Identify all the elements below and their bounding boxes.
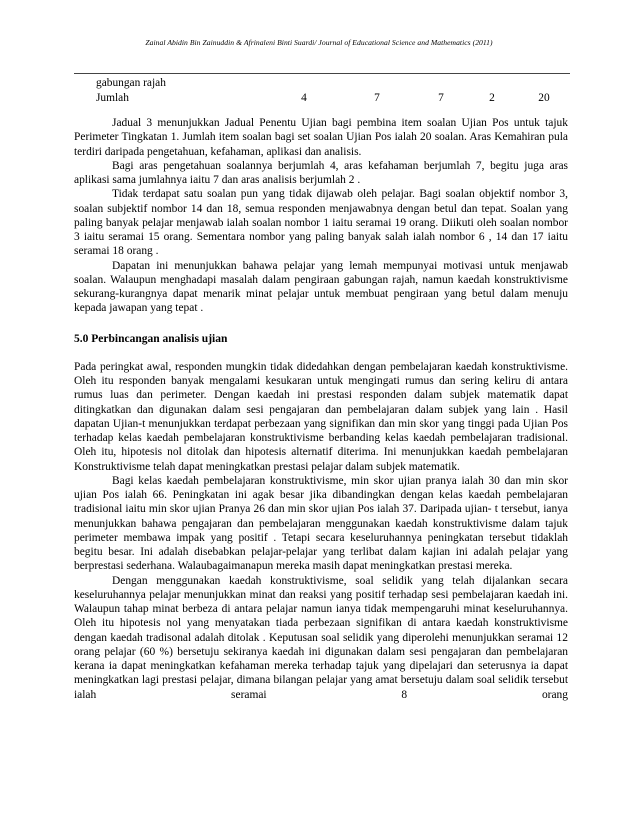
section-heading: 5.0 Perbincangan analisis ujian — [74, 332, 228, 345]
paragraph: Dapatan ini menunjukkan bahawa pelajar yang lemah mempunyai motivasi untuk menjawab soalan. Walaupun menghadapi masalah dalam pengiraan gabungan rajah, namun kaedah konstruktivisme sekurang-kurangnya dapat menarik minat pelajar untuk membuat pengiraan yang betul dalam menuju kepada jawapan yang tepat . — [74, 259, 568, 315]
total-label: Jumlah — [96, 92, 129, 104]
table-total-row — [74, 91, 574, 106]
running-header: Zainal Abidin Bin Zainuddin & Afrinaleni Binti Suardi/ Journal of Educational Science and Mathematics (2011) — [145, 38, 493, 47]
table-row — [74, 76, 574, 91]
row-label: gabungan rajah — [96, 77, 166, 89]
paragraph: Jadual 3 menunjukkan Jadual Penentu Ujian bagi pembina item soalan Ujian Pos untuk tajuk Perimeter Tingkatan 1. Jumlah item soalan bagi set soalan Ujian Pos ialah 20 soalan. Aras Kemahiran pula terdiri daripada pengetahuan, kefahaman, aplikasi dan analisis. — [74, 117, 568, 158]
paragraph: Pada peringkat awal, responden mungkin tidak didedahkan dengan pembelajaran kaedah konstruktivisme. Oleh itu responden banyak mengalami kesukaran untuk mengingati rumus dan sering keliru di antara rumus luas dan perimeter. Dengan kaedah ini prestasi responden dalam subjek matematik dapat ditingkatkan dan digunakan dalam sesi pengajaran dan pembelajaran dalam subjek yang lain . Hasil dapatan Ujian-t menunjukkan terdapat perbezaan yang signifikan dan min skor yang tinggi pada Ujian Pos terhadap kelas kaedah pembelajaran konstruktivisme berbanding kelas kaedah pembelajaran tradisional. Oleh itu, hipotesis nol ditolak dan hipotesis alternatif diterima. Ini menunjukkan kaedah pembelajaran Konstruktivisme telah dapat meningkatkan prestasi pelajar dalam subjek matematik. — [74, 360, 568, 473]
total-aplikasi: 7 — [438, 92, 444, 104]
total-jumlah: 20 — [538, 92, 550, 104]
paragraph: Dengan menggunakan kaedah konstruktivisme, soal selidik yang telah dijalankan secara keseluruhannya pelajar menunjukkan minat dan reaksi yang positif terhadap sesi pembelajaran kaedah ini. Walaupun tahap minat berbeza di antara pelajar namun ianya tidak mempengaruhi minat keseluruhannya. Oleh itu hipotesis nol yang menyatakan tiada perbezaan signifikan di antara kaedah konstruktivisme dengan kaedah tradisonal adalah ditolak . Keputusan soal selidik yang diperolehi menunjukkan seramai 12 orang pelajar (60 %) bersetuju sekiranya kaedah ini digunakan dalam sesi pengajaran dan pembelajaran kerana ia dapat meningkatkan kefahaman mereka terhadap tajuk yang dipelajari dan seterusnya ia dapat meningkatkan lagi prestasi pelajar, dimana bilangan pelajar yang amat bersetuju dalam soal selidik tersebut ialah seramai 8 orang — [74, 574, 568, 701]
paragraph: Tidak terdapat satu soalan pun yang tidak dijawab oleh pelajar. Bagi soalan objektif nombor 3, soalan subjektif nombor 14 dan 18, semua responden menjawabnya dengan betul dan tepat. Soalan yang paling banyak pelajar menjawab ialah soalan nombor 1 iaitu seramai 19 orang. Diikuti oleh soalan nombor 3 iaitu seramai 15 orang. Sementara nombor yang paling banyak salah ialah nombor 6 , 14 dan 17 iaitu seramai 18 orang . — [74, 188, 568, 258]
total-analisis: 2 — [489, 92, 495, 104]
paragraph: Bagi kelas kaedah pembelajaran konstruktivisme, min skor ujian pranya ialah 30 dan min skor ujian Pos ialah 66. Peningkatan ini agak besar jika dibandingkan dengan kelas kaedah pembelajaran tradisional iaitu min skor ujian Pranya 26 dan min skor ujian Pos ialah 37. Daripada ujian- t tersebut, ianya menunjukkan bahawa pengajaran dan pembelajaran menggunakan kaedah konstruktivisme dalam tajuk perimeter membawa impak yang positif . Tetapi secara keseluruhannya peningkatan tersebut tidaklah begitu besar. Ini adalah disebabkan pelajar-pelajar yang terlibat dalam kajian ini adalah pelajar yang berprestasi sederhana. Walaubagaimanapun mereka masih dapat meningkatkan prestasi mereka. — [74, 474, 568, 573]
total-pengetahuan: 4 — [301, 92, 307, 104]
body-text — [74, 116, 568, 702]
header-rule — [74, 73, 570, 74]
table-fragment — [74, 76, 574, 106]
total-kefahaman: 7 — [374, 92, 380, 104]
paragraph: Bagi aras pengetahuan soalannya berjumlah 4, aras kefahaman berjumlah 7, begitu juga aras aplikasi sama jumlahnya iaitu 7 dan aras analisis berjumlah 2 . — [74, 159, 568, 186]
